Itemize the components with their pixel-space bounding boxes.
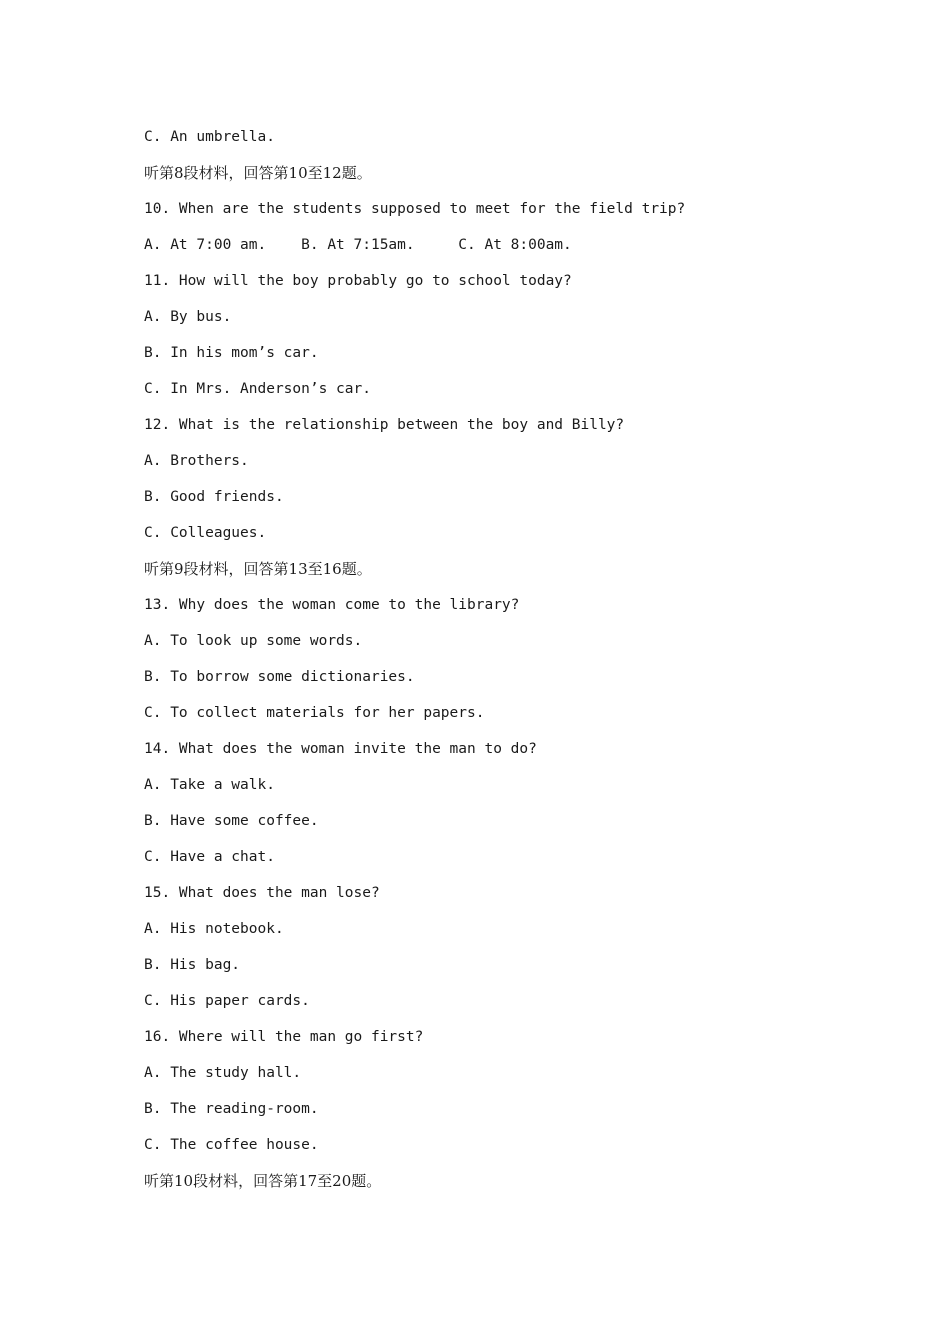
answer-option: C. In Mrs. Anderson’s car. bbox=[144, 381, 371, 397]
answer-option: B. The reading-room. bbox=[144, 1101, 319, 1117]
answer-option: C. His paper cards. bbox=[144, 993, 310, 1009]
answer-option: B. His bag. bbox=[144, 957, 241, 973]
answer-option: C. An umbrella. bbox=[144, 129, 275, 145]
question-text: 14. What does the woman invite the man to do? bbox=[144, 741, 537, 757]
answer-option: A. The study hall. bbox=[144, 1065, 302, 1081]
answer-option: A. Take a walk. bbox=[144, 777, 275, 793]
answer-option: A. Brothers. bbox=[144, 453, 249, 469]
answer-option: A. His notebook. bbox=[144, 921, 284, 937]
answer-option: C. The coffee house. bbox=[144, 1137, 319, 1153]
question-text: 15. What does the man lose? bbox=[144, 885, 380, 901]
question-text: 13. Why does the woman come to the library? bbox=[144, 597, 520, 613]
question-text: 10. When are the students supposed to meet for the field trip? bbox=[144, 201, 686, 217]
section-instruction: 听第9段材料，回答第13至16题。 bbox=[144, 560, 372, 578]
answer-option: B. Have some coffee. bbox=[144, 813, 319, 829]
answer-option: B. In his mom’s car. bbox=[144, 345, 319, 361]
answer-option: C. Have a chat. bbox=[144, 849, 275, 865]
answer-options-row: A. At 7:00 am. B. At 7:15am. C. At 8:00am. bbox=[144, 237, 572, 253]
question-text: 11. How will the boy probably go to school today? bbox=[144, 273, 572, 289]
answer-option: A. By bus. bbox=[144, 309, 232, 325]
question-text: 12. What is the relationship between the boy and Billy? bbox=[144, 417, 625, 433]
answer-option: A. To look up some words. bbox=[144, 633, 363, 649]
answer-option: B. Good friends. bbox=[144, 489, 284, 505]
question-text: 16. Where will the man go first? bbox=[144, 1029, 424, 1045]
answer-option: B. To borrow some dictionaries. bbox=[144, 669, 415, 685]
answer-option: C. To collect materials for her papers. bbox=[144, 705, 485, 721]
answer-option: C. Colleagues. bbox=[144, 525, 267, 541]
document-page bbox=[144, 124, 844, 1204]
section-instruction: 听第10段材料，回答第17至20题。 bbox=[144, 1172, 382, 1190]
section-instruction: 听第8段材料，回答第10至12题。 bbox=[144, 164, 372, 182]
